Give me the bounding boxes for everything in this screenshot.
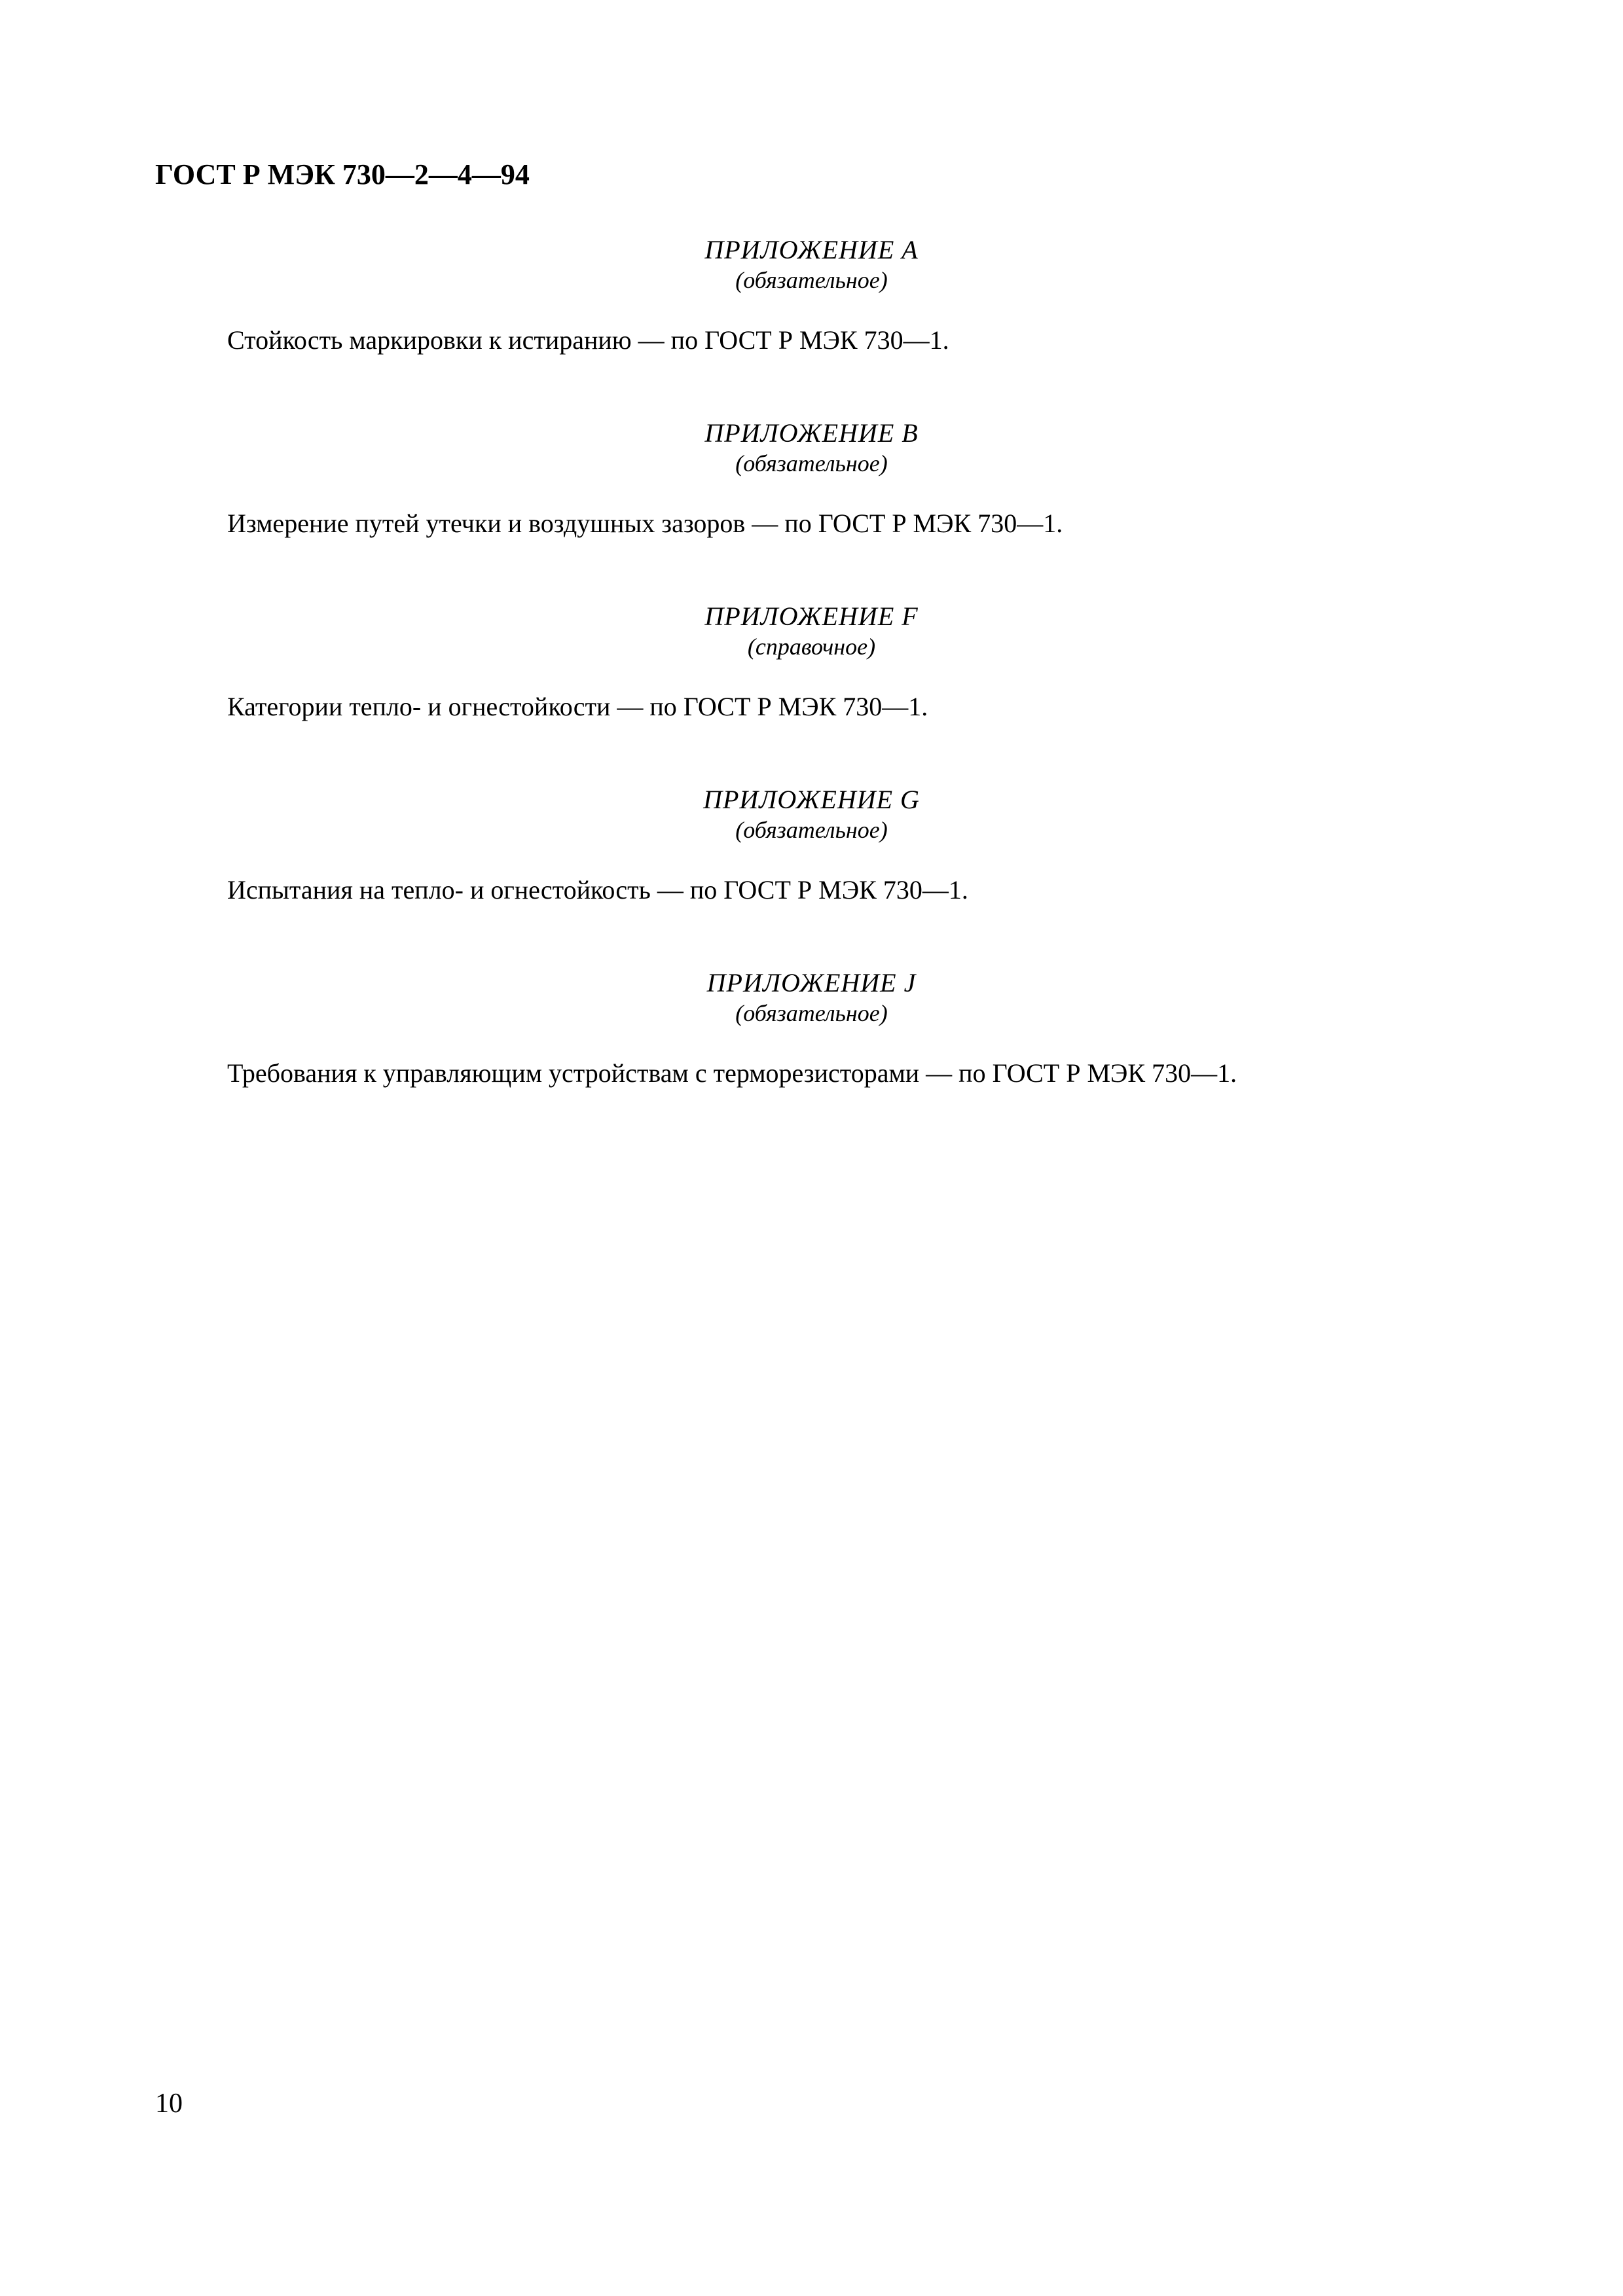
annex-status: (справочное) [747, 634, 876, 660]
annex-text: Категории тепло- и огнестойкости — по ГОСТ Р МЭК 730—1. [227, 692, 928, 721]
annex-title: ПРИЛОЖЕНИЕ G [703, 785, 920, 814]
annex-status: (обязательное) [735, 267, 888, 293]
annex-text: Испытания на тепло- и огнестойкость — по ГОСТ Р МЭК 730—1. [227, 875, 968, 905]
annex-title: ПРИЛОЖЕНИЕ J [706, 968, 917, 997]
annex-status: (обязательное) [735, 817, 888, 843]
annex-status: (обязательное) [735, 450, 888, 476]
page-number: 10 [155, 2089, 183, 2119]
annex-text: Требования к управляющим устройствам с терморезисторами — по ГОСТ Р МЭК 730—1. [227, 1058, 1237, 1088]
document-code: ГОСТ Р МЭК 730—2—4—94 [155, 158, 530, 190]
annex-status: (обязательное) [735, 1000, 888, 1026]
annex-text: Стойкость маркировки к истиранию — по ГОСТ Р МЭК 730—1. [227, 325, 949, 355]
annex-title: ПРИЛОЖЕНИЕ А [704, 235, 919, 264]
annex-title: ПРИЛОЖЕНИЕ В [704, 418, 919, 448]
annex-title: ПРИЛОЖЕНИЕ F [704, 601, 919, 631]
annex-text: Измерение путей утечки и воздушных зазоров — по ГОСТ Р МЭК 730—1. [227, 509, 1063, 538]
